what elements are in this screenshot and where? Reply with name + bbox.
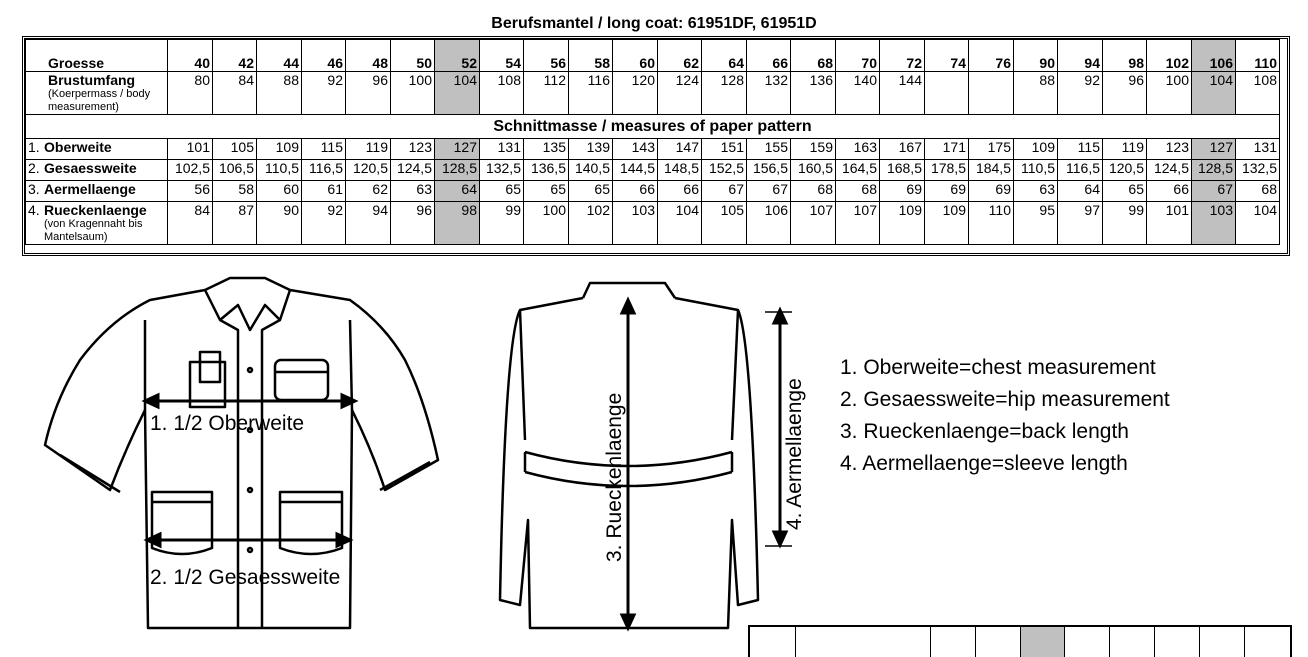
m3-cell: 68	[1236, 181, 1280, 202]
m1-cell: 105	[213, 139, 257, 160]
m1-cell: 127	[435, 139, 480, 160]
m3-cell: 65	[524, 181, 569, 202]
m2-cell: 160,5	[791, 160, 836, 181]
m4-cell: 87	[213, 202, 257, 245]
brust-cell: 96	[346, 72, 391, 115]
m4-cell: 98	[435, 202, 480, 245]
m2-cell: 116,5	[302, 160, 346, 181]
m1-cell: 159	[791, 139, 836, 160]
groesse-cell: 40	[168, 40, 213, 72]
m3-cell: 63	[391, 181, 435, 202]
m2-cell: 132,5	[1236, 160, 1280, 181]
m4-cell: 99	[1103, 202, 1147, 245]
m4-cell: 84	[168, 202, 213, 245]
m1-cell: 131	[1236, 139, 1280, 160]
brust-cell: 104	[435, 72, 480, 115]
aermellaenge-label: 3. Aermellaenge	[26, 181, 168, 202]
legend	[840, 352, 1170, 480]
groesse-cell: 106	[1192, 40, 1236, 72]
groesse-cell: 72	[880, 40, 925, 72]
m2-cell: 148,5	[658, 160, 702, 181]
brust-cell: 144	[880, 72, 925, 115]
m1-cell: 115	[302, 139, 346, 160]
m4-cell: 90	[257, 202, 302, 245]
groesse-cell: 68	[791, 40, 836, 72]
m1-cell: 143	[613, 139, 658, 160]
brust-cell: 88	[1014, 72, 1058, 115]
m1-cell: 109	[257, 139, 302, 160]
m4-cell: 95	[1014, 202, 1058, 245]
m3-cell: 66	[1147, 181, 1192, 202]
groesse-cell: 64	[702, 40, 747, 72]
brust-cell: 108	[480, 72, 524, 115]
groesse-cell: 42	[213, 40, 257, 72]
groesse-cell: 62	[658, 40, 702, 72]
brust-cell: 132	[747, 72, 791, 115]
m3-cell: 69	[925, 181, 969, 202]
m1-cell: 131	[480, 139, 524, 160]
m2-cell: 144,5	[613, 160, 658, 181]
m3-cell: 62	[346, 181, 391, 202]
brust-cell: 88	[257, 72, 302, 115]
brust-cell: 104	[1192, 72, 1236, 115]
m2-cell: 168,5	[880, 160, 925, 181]
groesse-cell: 94	[1058, 40, 1103, 72]
legend-item-4: 4. Aermellaenge=sleeve length	[840, 452, 1128, 475]
m2-cell: 110,5	[1014, 160, 1058, 181]
m4-cell: 100	[524, 202, 569, 245]
brust-cell: 140	[836, 72, 880, 115]
m2-cell: 152,5	[702, 160, 747, 181]
m2-cell: 128,5	[1192, 160, 1236, 181]
m2-cell: 136,5	[524, 160, 569, 181]
m1-cell: 119	[346, 139, 391, 160]
m1-cell: 115	[1058, 139, 1103, 160]
m2-cell: 120,5	[1103, 160, 1147, 181]
m4-cell: 107	[791, 202, 836, 245]
m3-cell: 63	[1014, 181, 1058, 202]
groesse-label: Groesse	[26, 40, 168, 72]
m2-cell: 124,5	[391, 160, 435, 181]
gesaessweite-label: 2. Gesaessweite	[26, 160, 168, 181]
m3-cell: 64	[1058, 181, 1103, 202]
next-table-top	[748, 625, 1292, 657]
groesse-cell: 58	[569, 40, 613, 72]
m4-cell: 101	[1147, 202, 1192, 245]
m3-cell: 60	[257, 181, 302, 202]
m3-cell: 64	[435, 181, 480, 202]
m4-cell: 94	[346, 202, 391, 245]
groesse-cell: 46	[302, 40, 346, 72]
brust-cell: 84	[213, 72, 257, 115]
m3-cell: 56	[168, 181, 213, 202]
brustumfang-label: Brustumfang (Koerpermass / body measurement)	[26, 72, 168, 115]
brust-cell: 124	[658, 72, 702, 115]
groesse-cell: 50	[391, 40, 435, 72]
m2-cell: 132,5	[480, 160, 524, 181]
m4-cell: 104	[658, 202, 702, 245]
sleeve-length-label: 4. Aermellaenge	[783, 378, 806, 530]
m2-cell: 128,5	[435, 160, 480, 181]
brustumfang-sub: (Koerpermass / body measurement)	[48, 88, 151, 113]
m3-cell: 66	[658, 181, 702, 202]
m1-cell: 127	[1192, 139, 1236, 160]
m4-cell: 104	[1236, 202, 1280, 245]
m3-cell: 68	[836, 181, 880, 202]
groesse-cell: 74	[925, 40, 969, 72]
brust-cell: 92	[302, 72, 346, 115]
document-title: Berufsmantel / long coat: 61951DF, 61951D	[491, 15, 817, 32]
m3-cell: 67	[702, 181, 747, 202]
m2-cell: 156,5	[747, 160, 791, 181]
groesse-cell: 44	[257, 40, 302, 72]
m1-cell: 147	[658, 139, 702, 160]
m4-cell: 105	[702, 202, 747, 245]
m2-cell: 110,5	[257, 160, 302, 181]
m1-cell: 123	[1147, 139, 1192, 160]
groesse-cell: 76	[969, 40, 1014, 72]
brust-cell: 100	[1147, 72, 1192, 115]
brust-cell: 92	[1058, 72, 1103, 115]
brust-cell: 128	[702, 72, 747, 115]
groesse-cell: 56	[524, 40, 569, 72]
m2-cell: 116,5	[1058, 160, 1103, 181]
m4-cell: 102	[569, 202, 613, 245]
m2-cell: 124,5	[1147, 160, 1192, 181]
m3-cell: 69	[969, 181, 1014, 202]
brust-cell: 136	[791, 72, 836, 115]
front-hip-label: 2. 1/2 Gesaessweite	[150, 566, 341, 589]
brust-cell: 112	[524, 72, 569, 115]
m1-cell: 171	[925, 139, 969, 160]
m4-cell: 109	[925, 202, 969, 245]
m1-cell: 175	[969, 139, 1014, 160]
m3-cell: 65	[1103, 181, 1147, 202]
m4-cell: 103	[1192, 202, 1236, 245]
legend-item-3: 3. Rueckenlaenge=back length	[840, 420, 1129, 443]
legend-item-1: 1. Oberweite=chest measurement	[840, 356, 1156, 379]
groesse-cell: 66	[747, 40, 791, 72]
m1-cell: 135	[524, 139, 569, 160]
m4-cell: 92	[302, 202, 346, 245]
m4-cell: 110	[969, 202, 1014, 245]
m1-cell: 139	[569, 139, 613, 160]
m1-cell: 109	[1014, 139, 1058, 160]
m1-cell: 123	[391, 139, 435, 160]
brust-cell: 80	[168, 72, 213, 115]
brust-cell: 120	[613, 72, 658, 115]
brust-cell: 96	[1103, 72, 1147, 115]
groesse-cell: 98	[1103, 40, 1147, 72]
rueckenlaenge-label: 4. Rueckenlaenge (von Kragennaht bis Mantelsaum)	[26, 202, 168, 245]
brust-cell: 108	[1236, 72, 1280, 115]
m3-cell: 58	[213, 181, 257, 202]
groesse-cell: 60	[613, 40, 658, 72]
m2-cell: 184,5	[969, 160, 1014, 181]
m2-cell: 164,5	[836, 160, 880, 181]
groesse-cell: 102	[1147, 40, 1192, 72]
m2-cell: 140,5	[569, 160, 613, 181]
m4-cell: 99	[480, 202, 524, 245]
m3-cell: 65	[569, 181, 613, 202]
oberweite-label: 1. Oberweite	[26, 139, 168, 160]
m1-cell: 163	[836, 139, 880, 160]
m1-cell: 151	[702, 139, 747, 160]
section-title: Schnittmasse / measures of paper pattern	[26, 115, 1280, 139]
m1-cell: 167	[880, 139, 925, 160]
m4-cell: 109	[880, 202, 925, 245]
legend-item-2: 2. Gesaessweite=hip measurement	[840, 388, 1170, 411]
m3-cell: 67	[747, 181, 791, 202]
m1-cell: 101	[168, 139, 213, 160]
groesse-cell: 48	[346, 40, 391, 72]
m3-cell: 68	[791, 181, 836, 202]
m4-cell: 96	[391, 202, 435, 245]
m3-cell: 65	[480, 181, 524, 202]
brust-cell: 100	[391, 72, 435, 115]
groesse-cell: 52	[435, 40, 480, 72]
groesse-cell: 70	[836, 40, 880, 72]
rueckenlaenge-sub: (von Kragennaht bis Mantelsaum)	[44, 218, 143, 243]
m4-cell: 97	[1058, 202, 1103, 245]
brust-cell: 116	[569, 72, 613, 115]
m3-cell: 61	[302, 181, 346, 202]
groesse-cell: 90	[1014, 40, 1058, 72]
m4-cell: 107	[836, 202, 880, 245]
m3-cell: 69	[880, 181, 925, 202]
m4-cell: 106	[747, 202, 791, 245]
front-chest-label: 1. 1/2 Oberweite	[150, 412, 305, 435]
m2-cell: 106,5	[213, 160, 257, 181]
m3-cell: 66	[613, 181, 658, 202]
m2-cell: 178,5	[925, 160, 969, 181]
m1-cell: 155	[747, 139, 791, 160]
m2-cell: 102,5	[168, 160, 213, 181]
m4-cell: 103	[613, 202, 658, 245]
m3-cell: 67	[1192, 181, 1236, 202]
groesse-cell: 54	[480, 40, 524, 72]
back-length-label: 3. Rueckenlaenge	[603, 392, 626, 562]
m2-cell: 120,5	[346, 160, 391, 181]
groesse-cell: 110	[1236, 40, 1280, 72]
m1-cell: 119	[1103, 139, 1147, 160]
